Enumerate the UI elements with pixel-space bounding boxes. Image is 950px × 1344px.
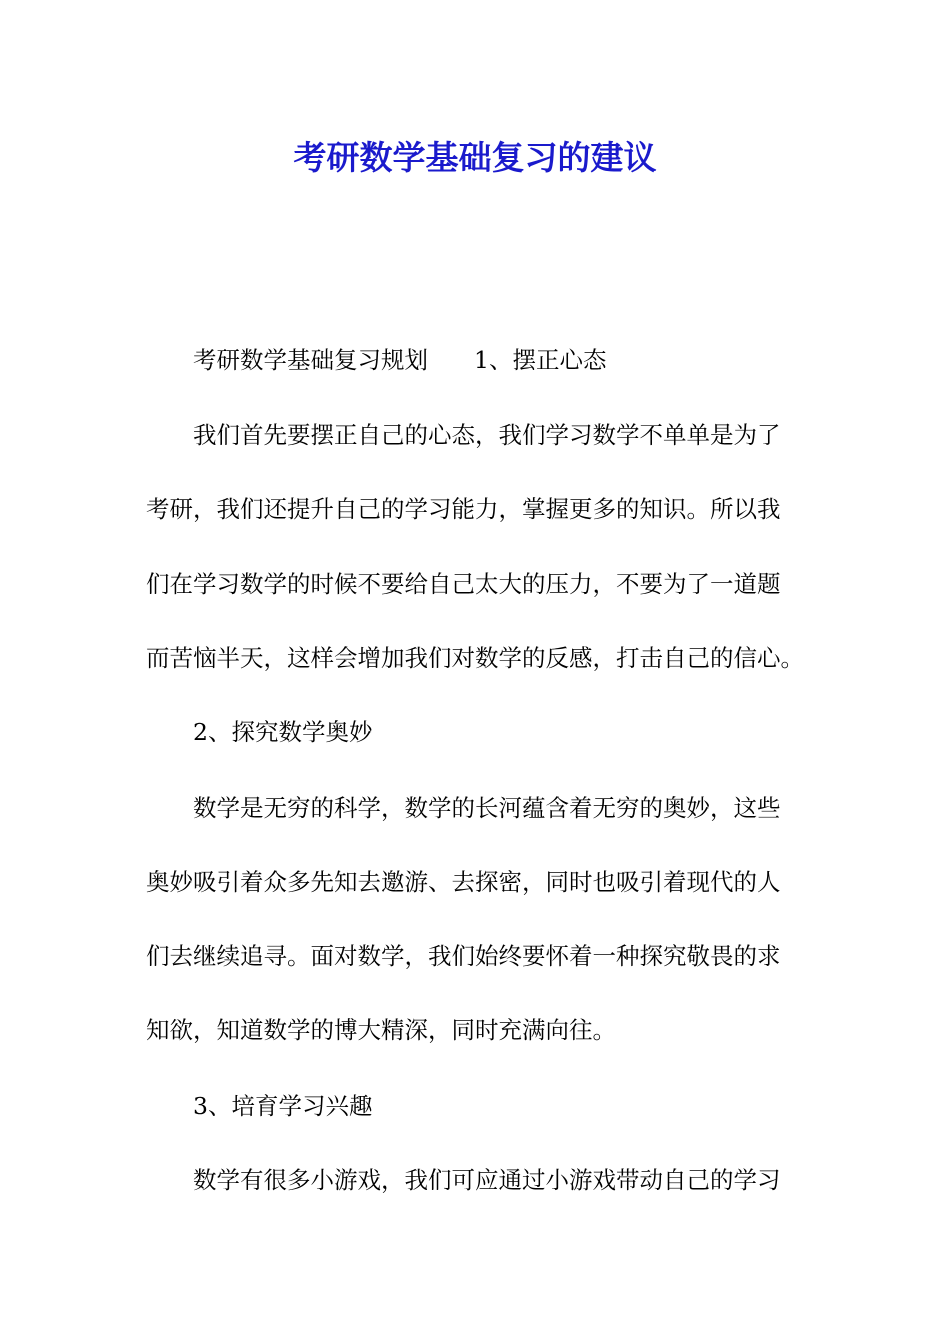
item-1-heading: 1、摆正心态 <box>474 346 607 374</box>
document-title: 考研数学基础复习的建议 <box>293 138 657 177</box>
paragraph-2-line-1: 数学是无穷的科学，数学的长河蕴含着无穷的奥妙，这些 <box>193 794 781 822</box>
paragraph-1-line-2: 考研，我们还提升自己的学习能力，掌握更多的知识。所以我 <box>146 495 781 523</box>
section-heading-2: 2、探究数学奥妙 <box>193 718 373 746</box>
paragraph-1-line-1: 我们首先要摆正自己的心态，我们学习数学不单单是为了 <box>193 421 781 449</box>
paragraph-1-line-4: 而苦恼半天，这样会增加我们对数学的反感，打击自己的信心。 <box>146 644 804 672</box>
paragraph-2-line-3: 们去继续追寻。面对数学，我们始终要怀着一种探究敬畏的求 <box>146 942 781 970</box>
plan-heading: 考研数学基础复习规划 <box>193 346 428 374</box>
section-heading-1 <box>193 345 853 375</box>
paragraph-2-line-4: 知欲，知道数学的博大精深，同时充满向往。 <box>146 1016 616 1044</box>
paragraph-2-line-2: 奥妙吸引着众多先知去邀游、去探密，同时也吸引着现代的人 <box>146 868 781 896</box>
paragraph-3-line-1: 数学有很多小游戏，我们可应通过小游戏带动自己的学习 <box>193 1166 781 1194</box>
section-heading-3: 3、培育学习兴趣 <box>193 1092 373 1120</box>
paragraph-1-line-3: 们在学习数学的时候不要给自己太大的压力，不要为了一道题 <box>146 570 781 598</box>
